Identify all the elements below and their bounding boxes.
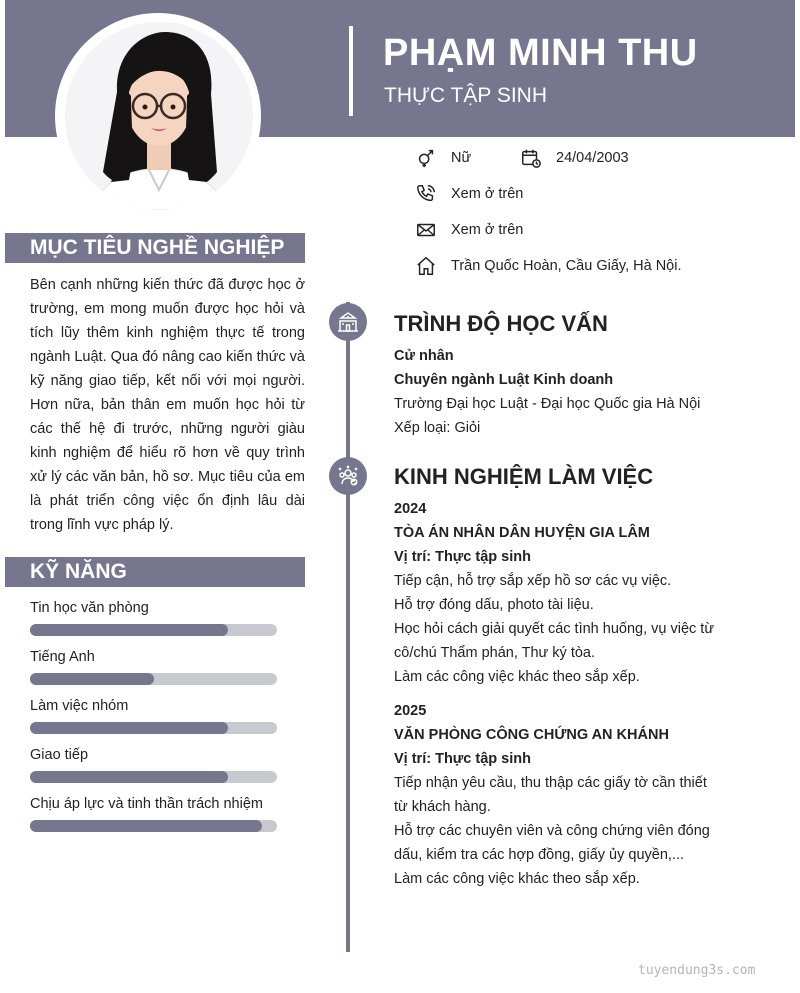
skill-label: Chịu áp lực và tinh thần trách nhiệm [30,796,263,812]
job-duty: cô/chú Thẩm phán, Thư ký tòa. [394,645,596,661]
candidate-role: THỰC TẬP SINH [384,84,548,107]
gender-text: Nữ [451,150,472,166]
contact-address [415,255,682,277]
job-duty: Tiếp cận, hỗ trợ sắp xếp hồ sơ các vụ việc. [394,573,672,589]
job-duty: dấu, kiểm tra các hợp đồng, giấy ủy quyền,... [394,847,685,863]
job-duty: từ khách hàng. [394,799,491,815]
job-company: TÒA ÁN NHÂN DÂN HUYỆN GIA LÂM [394,525,650,541]
contact-phone [415,183,523,205]
education-heading: TRÌNH ĐỘ HỌC VẤN [394,311,608,336]
skill-bar-track [30,722,277,734]
job-year: 2024 [394,501,427,517]
job-position: Vị trí: Thực tập sinh [394,549,531,565]
skill-item [30,649,277,685]
calendar-icon [520,147,542,169]
objective-text: Bên cạnh những kiến thức đã được học ở trường, em mong muốn được học hỏi và tích lũy thêm kinh nghiệm thực tế trong ngành Luật. Qua đó nâng cao kiến thức và kỹ năng giao tiếp, kết nối với mọi người. Hơn nữa, bản thân em muốn học hỏi từ các thế hệ đi trước, những người giàu kinh nghiệm để hiểu rõ hơn về quy trình xử lý các văn bản, hồ sơ. Mục tiêu của em là phát triển công việc ổn định lâu dài trong lĩnh vực pháp lý. [30,277,305,533]
gender-icon [415,147,437,169]
job-duty: Làm các công việc khác theo sắp xếp. [394,669,640,685]
name-divider [349,26,353,116]
skill-label: Làm việc nhóm [30,698,129,714]
contact-email [415,219,523,241]
education-grade: Xếp loại: Giỏi [394,420,481,436]
skill-label: Tiếng Anh [30,649,95,665]
home-icon [415,255,437,277]
skill-item [30,698,277,734]
education-major: Chuyên ngành Luật Kinh doanh [394,372,614,388]
objective-heading: MỤC TIÊU NGHỀ NGHIỆP [5,233,305,263]
address-text: Trần Quốc Hoàn, Cầu Giấy, Hà Nội. [451,258,682,274]
skill-bar-fill [30,722,228,734]
education-school: Trường Đại học Luật - Đại học Quốc gia Hà Nội [394,396,701,412]
skill-bar-track [30,771,277,783]
watermark: tuyendung3s.com [638,963,756,978]
job-position: Vị trí: Thực tập sinh [394,751,531,767]
job-duty: Tiếp nhận yêu cầu, thu thập các giấy tờ cần thiết [394,775,707,791]
skill-item [30,747,277,783]
skill-bar-track [30,673,277,685]
skills-heading: KỸ NĂNG [5,557,305,587]
skill-bar-fill [30,624,228,636]
contact-birthdate [520,147,629,169]
skill-label: Tin học văn phòng [30,600,149,616]
skill-bar-fill [30,771,228,783]
profile-photo [65,22,253,210]
job-duty: Làm các công việc khác theo sắp xếp. [394,871,640,887]
skill-bar-fill [30,820,262,832]
job-duty: Hỗ trợ các chuyên viên và công chứng viên đóng [394,823,710,839]
birthdate-text: 24/04/2003 [556,150,629,166]
mail-icon [415,219,437,241]
candidate-name: PHẠM MINH THU [383,32,698,74]
school-icon [329,303,367,341]
phone-icon [415,183,437,205]
team-icon [329,457,367,495]
job-duty: Học hỏi cách giải quyết các tình huống, vụ việc từ [394,621,715,637]
job-duty: Hỗ trợ đóng dấu, photo tài liệu. [394,597,594,613]
skill-label: Giao tiếp [30,747,89,763]
job-year: 2025 [394,703,427,719]
phone-text: Xem ở trên [451,186,524,202]
timeline-line [346,302,350,952]
experience-heading: KINH NGHIỆM LÀM VIỆC [394,464,654,489]
skill-bar-track [30,624,277,636]
contact-gender [415,147,471,169]
skill-item [30,600,277,636]
email-text: Xem ở trên [451,222,524,238]
skill-bar-track [30,820,277,832]
skill-bar-fill [30,673,154,685]
education-degree: Cử nhân [394,348,454,364]
job-company: VĂN PHÒNG CÔNG CHỨNG AN KHÁNH [394,727,669,743]
skill-item [30,796,277,832]
